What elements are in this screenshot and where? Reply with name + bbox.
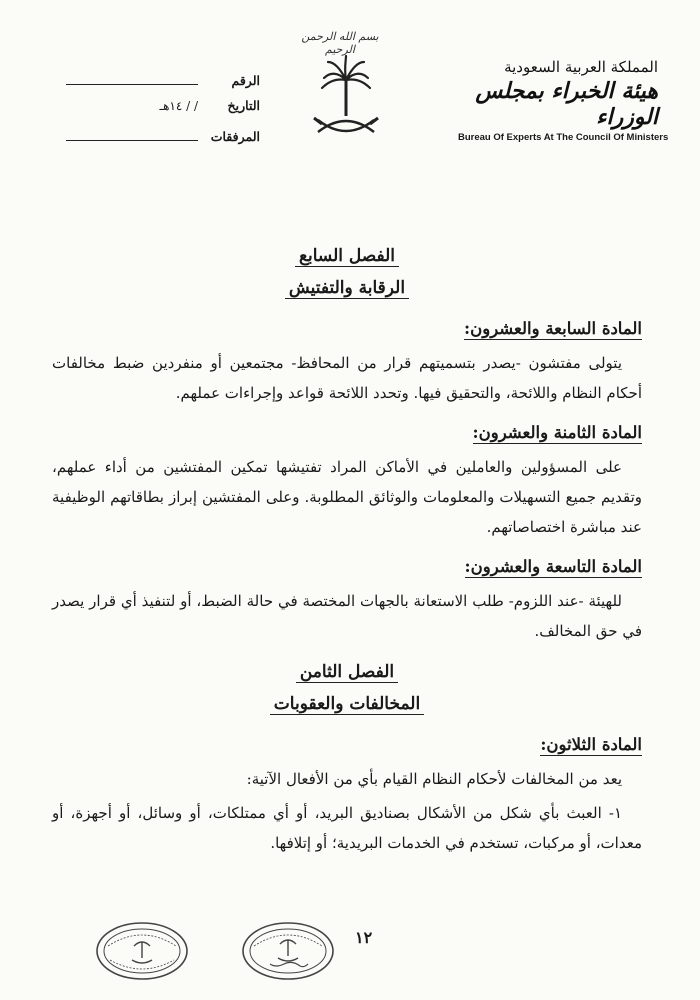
number-field (66, 70, 198, 85)
document-body (52, 240, 642, 858)
date-label: التاريخ (227, 98, 260, 113)
number-label: الرقم (231, 73, 260, 88)
meta-date-row (60, 98, 260, 126)
country-name: المملكة العربية السعودية (504, 58, 658, 76)
saudi-emblem-icon (308, 50, 384, 146)
article-29-text: للهيئة -عند اللزوم- طلب الاستعانة بالجهات المختصة في حالة الضبط، أو لتنفيذ أي قرار يصدر في حق المخالف. (52, 592, 642, 640)
page-number: ١٢ (355, 928, 373, 947)
article-27-text: يتولى مفتشون -يصدر بتسميتهم قرار من المحافظ- مجتمعين أو منفردين ضبط مخالفات أحكام النظام واللائحة، والتحقيق فيها. وتحدد اللائحة قواعد وإجراءات عملهم. (52, 354, 642, 402)
chapter-7-title: الفصل السابع (52, 240, 642, 272)
meta-attachments-row (60, 126, 260, 154)
attachments-field (66, 126, 198, 141)
document-meta (60, 70, 260, 154)
official-seal-icon (240, 920, 336, 982)
article-28-text: على المسؤولين والعاملين في الأماكن المراد تفتيشها تمكين المفتشين من أداء عملهم، وتقديم جميع التسهيلات والمعلومات والوثائق المطلوبة. وعلى المفتشين إبراز بطاقاتهم الوظيفية عند مباشرة اختصاصاتهم. (52, 458, 642, 536)
article-30-heading: المادة الثلاثون: (540, 735, 642, 754)
attachments-label: المرفقات (210, 129, 260, 144)
meta-number-row (60, 70, 260, 98)
chapter-8-subtitle: المخالفات والعقوبات (52, 688, 642, 720)
organization-name: هيئة الخبراء بمجلس الوزراء (475, 78, 658, 130)
organization-name-english: Bureau Of Experts At The Council Of Ministers (458, 132, 669, 143)
chapter-8-title: الفصل الثامن (52, 656, 642, 688)
basmala: بسم الله الرحمن الرحيم (301, 30, 379, 56)
article-30-item-1: ١- العبث بأي شكل من الأشكال بصناديق البريد، أو أي ممتلكات، أو وسائل، أو أجهزة، أو معدات، أو مركبات، تستخدم في الخدمات البريدية؛ أو إتلافها. (52, 804, 642, 852)
article-27-heading: المادة السابعة والعشرون: (464, 319, 642, 338)
article-28-heading: المادة الثامنة والعشرون: (472, 423, 642, 442)
article-30-intro: يعد من المخالفات لأحكام النظام القيام بأي من الأفعال الآتية: (246, 770, 622, 788)
date-value: / / ١٤هـ (159, 99, 198, 113)
organization-header (458, 58, 669, 143)
article-29-heading: المادة التاسعة والعشرون: (464, 557, 642, 576)
official-stamp-icon (94, 920, 190, 982)
chapter-7-subtitle: الرقابة والتفتيش (52, 272, 642, 304)
